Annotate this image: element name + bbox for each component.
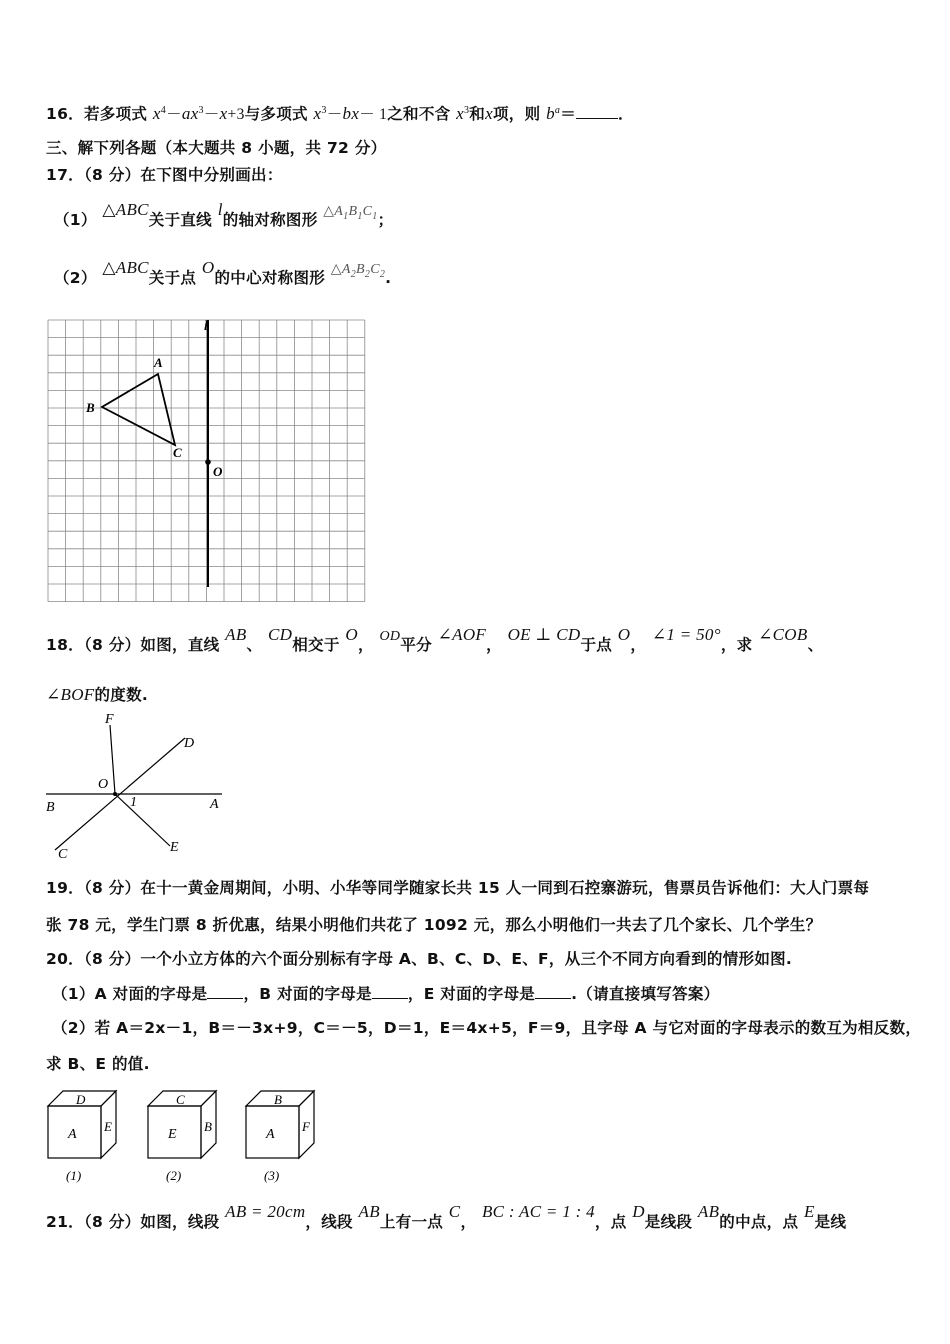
svg-text:E: E [104, 1119, 112, 1134]
q20-part2-line1: （2）若 A＝2x－1，B＝－3x+9，C＝－5，D＝1，E＝4x+5，F＝9，且字母 A 与它对面的字母表示的数互为相反数， [52, 1019, 922, 1037]
cube-2 [148, 1091, 216, 1183]
q17-part2: （2） △ABC关于点 O的中心对称图形 $\triangle A_2B_2C_2$. [54, 258, 392, 287]
answer-blank [576, 104, 618, 119]
cube-1 [48, 1091, 116, 1183]
svg-text:B: B [204, 1119, 212, 1134]
svg-text:C: C [58, 847, 68, 862]
q20-line1: 20．（8 分）一个小立方体的六个面分别标有字母 A、B、C、D、E、F，从三个不同方向看到的情形如图. [46, 950, 793, 968]
svg-text:A: A [266, 1127, 275, 1142]
svg-text:A: A [210, 797, 219, 812]
cube-3 [246, 1091, 314, 1183]
section-3-title: 三、解下列各题（本大题共 8 小题，共 72 分） [46, 139, 387, 157]
q21-line1: 21．（8 分）如图，线段 AB = 20cm，线段 AB上有一点 C， BC : AC = 1 : 4，点 D是线段 AB的中点，点 E是线 [46, 1202, 847, 1231]
svg-text:F: F [302, 1119, 310, 1134]
svg-text:1: 1 [130, 795, 137, 810]
answer-blank-b [372, 984, 408, 999]
svg-text:D: D [76, 1092, 86, 1107]
q17-part1: （1） △ABC关于直线 l的轴对称图形 $\triangle A_1B_1C_1$； [54, 200, 394, 229]
label-A: A [154, 355, 163, 370]
svg-text:(2): (2) [166, 1168, 182, 1183]
label-B: B [86, 400, 95, 415]
label-l: l [204, 319, 208, 334]
ray-of [110, 725, 115, 794]
q18-line2: ∠BOF的度数. [46, 685, 149, 704]
label-O: O [213, 464, 223, 479]
answer-blank-a [207, 984, 243, 999]
point-O [113, 792, 117, 796]
q19-line1: 19．（8 分）在十一黄金周期间，小明、小华等同学随家长共 15 人一同到石控寨游玩，售票员告诉他们：大人门票每 [46, 879, 870, 897]
point-O [205, 459, 211, 465]
svg-text:(1): (1) [66, 1168, 82, 1183]
q20-part1: （1）A 对面的字母是 ，B 对面的字母是 ，E 对面的字母是 .（请直接填写答案） [52, 985, 720, 1003]
triangle-abc [102, 374, 175, 445]
answer-blank-e [535, 984, 571, 999]
q20-cubes-figure [40, 1082, 340, 1187]
svg-text:B: B [46, 800, 55, 815]
svg-text:F: F [105, 712, 114, 727]
ray-oe [115, 794, 170, 846]
q16-line: 16．若多项式 $x^4-ax^3-x+3$与多项式 $x^3-bx- 1$之和不含 $x^3$和x项，则 $b^a=$ ． [46, 104, 634, 123]
svg-text:B: B [274, 1092, 282, 1107]
svg-text:C: C [176, 1092, 185, 1107]
q17-grid-figure [40, 312, 380, 608]
svg-text:(3): (3) [264, 1168, 280, 1183]
q18-line1: 18．（8 分）如图，直线 AB、 CD相交于 O， OD平分 ∠AOF， OE ⊥ CD于点 O， ∠1 = 50°，求 ∠COB、 [46, 625, 824, 654]
q18-figure [40, 708, 240, 866]
svg-text:A: A [68, 1127, 77, 1142]
svg-text:D: D [184, 736, 195, 751]
q17-line: 17．（8 分）在下图中分别画出： [46, 166, 283, 184]
svg-text:O: O [98, 777, 109, 792]
label-C: C [173, 445, 182, 460]
svg-text:E: E [168, 1127, 177, 1142]
svg-text:E: E [170, 840, 179, 855]
q20-part2-line2: 求 B、E 的值. [46, 1055, 150, 1073]
q19-line2: 张 78 元，学生门票 8 折优惠，结果小明他们共花了 1092 元，那么小明他们一共去了几个家长、几个学生？ [46, 916, 822, 934]
